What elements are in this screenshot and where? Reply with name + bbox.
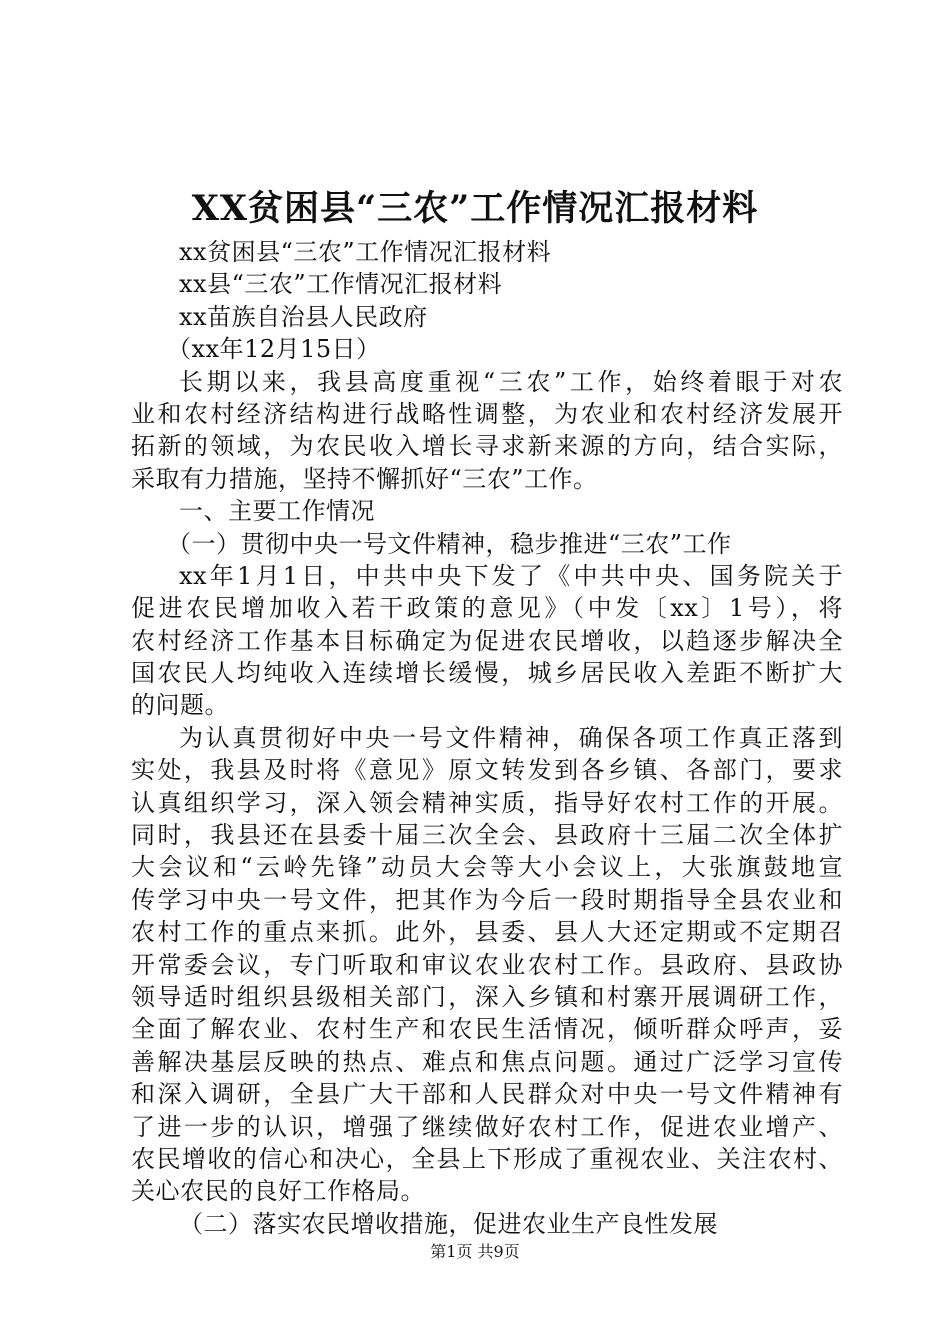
author-line: xx苗族自治县人民政府 [179,302,428,331]
paragraph-line: 采取有力措施，坚持不懈抓好“三农”工作。 [131,464,598,493]
subtitle-line: xx贫困县“三农”工作情况汇报材料 [179,238,552,266]
paragraph-line: 开常委会议，专门听取和审议农业农村工作。县政府、县政协 [131,950,843,979]
paragraph-line: 的问题。 [131,691,229,720]
paragraph-line: 传学习中央一号文件，把其作为今后一段时期指导全县农业和 [131,885,843,914]
paragraph-line: 大会议和“云岭先锋”动员大会等大小会议上，大张旗鼓地宣 [131,853,843,882]
paragraph-line: 和深入调研，全县广大干部和人民群众对中央一号文件精神有 [131,1080,843,1109]
subtitle-line: xx县“三农”工作情况汇报材料 [179,270,503,299]
paragraph-line: 全面了解农业、农村生产和农民生活情况，倾听群众呼声，妥 [131,1015,843,1044]
paragraph-line: 为认真贯彻好中央一号文件精神，确保各项工作真正落到 [179,723,843,752]
paragraph-line: 同时，我县还在县委十届三次全会、县政府十三届二次全体扩 [131,821,843,850]
paragraph-line: 国农民人均纯收入连续增长缓慢，城乡居民收入差距不断扩大 [131,659,843,688]
section-heading: 一、主要工作情况 [179,497,375,526]
subsection-heading: （一）贯彻中央一号文件精神，稳步推进“三农”工作 [167,529,732,558]
page-footer: 第1页 共9页 [430,1242,520,1261]
paragraph-line: 领导适时组织县级相关部门，深入乡镇和村寨开展调研工作， [131,982,843,1011]
paragraph-line: 农村经济工作基本目标确定为促进农民增收，以趋逐步解决全 [131,626,843,655]
document-title: XX贫困县“三农”工作情况汇报材料 [191,188,759,229]
paragraph-line: 认真组织学习，深入领会精神实质，指导好农村工作的开展。 [131,788,843,817]
paragraph-line: 农村工作的重点来抓。此外，县委、县人大还定期或不定期召 [131,918,843,947]
paragraph-line: 业和农村经济结构进行战略性调整，为农业和农村经济发展开 [131,399,843,428]
document-body [131,236,843,1240]
paragraph-line: xx年1月1日，中共中央下发了《中共中央、国务院关于 [179,561,843,590]
subsection-heading: （二）落实农民增收措施，促进农业生产良性发展 [179,1209,718,1238]
paragraph-line: 了进一步的认识，增强了继续做好农村工作，促进农业增产、 [131,1112,843,1141]
paragraph-line: 拓新的领域，为农民收入增长寻求新来源的方向，结合实际， [131,432,843,461]
paragraph-line: 促进农民增加收入若干政策的意见》（中发〔xx〕1号），将 [131,594,843,623]
paragraph-line: 实处，我县及时将《意见》原文转发到各乡镇、各部门，要求 [131,756,843,785]
paragraph-line: 善解决基层反映的热点、难点和焦点问题。通过广泛学习宣传 [131,1047,843,1076]
paragraph-line: 长期以来，我县高度重视“三农”工作，始终着眼于对农 [179,367,843,396]
date-line: （xx年12月15日） [167,335,381,364]
paragraph-line: 关心农民的良好工作格局。 [131,1177,425,1206]
paragraph-line: 农民增收的信心和决心，全县上下形成了重视农业、关注农村、 [131,1144,843,1173]
